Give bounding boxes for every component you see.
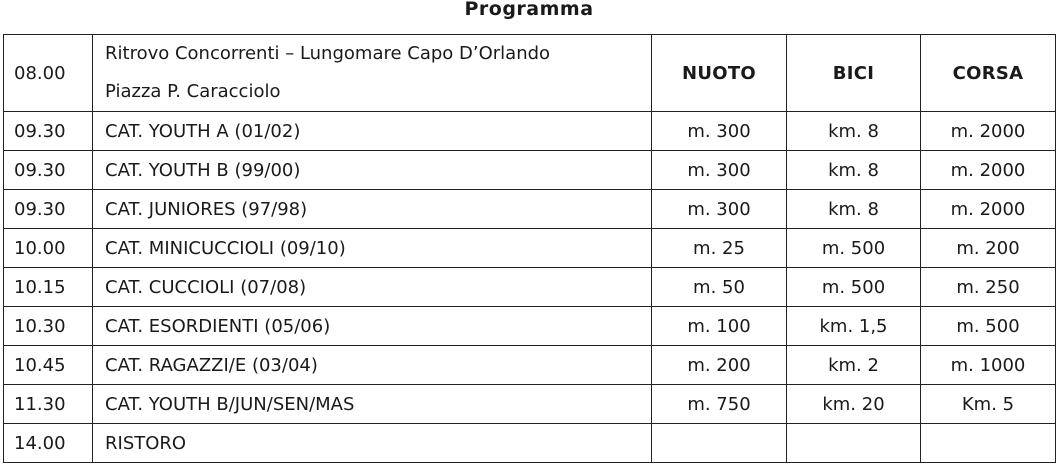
cell-category: CAT. JUNIORES (97/98) bbox=[93, 190, 652, 229]
cell-bici: km. 8 bbox=[787, 151, 921, 190]
cell-category: CAT. YOUTH A (01/02) bbox=[93, 112, 652, 151]
header-description-line2: Piazza P. Caracciolo bbox=[105, 81, 281, 102]
column-header-nuoto: NUOTO bbox=[652, 35, 787, 112]
cell-category: CAT. ESORDIENTI (05/06) bbox=[93, 307, 652, 346]
cell-nuoto: m. 300 bbox=[652, 112, 787, 151]
cell-nuoto: m. 750 bbox=[652, 385, 787, 424]
table-row bbox=[4, 307, 1056, 346]
cell-time: 09.30 bbox=[4, 190, 93, 229]
page-title: Programma bbox=[464, 0, 594, 20]
cell-bici: m. 500 bbox=[787, 268, 921, 307]
cell-corsa: m. 250 bbox=[921, 268, 1056, 307]
cell-nuoto: m. 300 bbox=[652, 190, 787, 229]
cell-nuoto bbox=[652, 424, 787, 463]
cell-category: CAT. CUCCIOLI (07/08) bbox=[93, 268, 652, 307]
cell-bici bbox=[787, 424, 921, 463]
table-header-row bbox=[4, 35, 1056, 112]
cell-time: 11.30 bbox=[4, 385, 93, 424]
cell-time: 10.30 bbox=[4, 307, 93, 346]
cell-category: CAT. RAGAZZI/E (03/04) bbox=[93, 346, 652, 385]
table-row bbox=[4, 385, 1056, 424]
cell-corsa: m. 1000 bbox=[921, 346, 1056, 385]
program-table-body bbox=[4, 35, 1056, 463]
cell-corsa: m. 2000 bbox=[921, 190, 1056, 229]
cell-time: 10.15 bbox=[4, 268, 93, 307]
cell-corsa: m. 500 bbox=[921, 307, 1056, 346]
cell-bici: km. 20 bbox=[787, 385, 921, 424]
header-description-line1: Ritrovo Concorrenti – Lungomare Capo D’Orlando bbox=[105, 43, 551, 64]
table-row bbox=[4, 424, 1056, 463]
cell-nuoto: m. 100 bbox=[652, 307, 787, 346]
table-row bbox=[4, 346, 1056, 385]
cell-category: CAT. YOUTH B (99/00) bbox=[93, 151, 652, 190]
cell-bici: m. 500 bbox=[787, 229, 921, 268]
table-row bbox=[4, 229, 1056, 268]
cell-nuoto: m. 200 bbox=[652, 346, 787, 385]
cell-category: RISTORO bbox=[93, 424, 652, 463]
table-row bbox=[4, 112, 1056, 151]
cell-time: 10.45 bbox=[4, 346, 93, 385]
cell-corsa: Km. 5 bbox=[921, 385, 1056, 424]
cell-corsa: m. 200 bbox=[921, 229, 1056, 268]
cell-corsa bbox=[921, 424, 1056, 463]
cell-nuoto: m. 50 bbox=[652, 268, 787, 307]
table-row bbox=[4, 151, 1056, 190]
cell-category: CAT. YOUTH B/JUN/SEN/MAS bbox=[93, 385, 652, 424]
table-row bbox=[4, 268, 1056, 307]
cell-bici: km. 8 bbox=[787, 112, 921, 151]
cell-corsa: m. 2000 bbox=[921, 151, 1056, 190]
cell-nuoto: m. 300 bbox=[652, 151, 787, 190]
cell-category: CAT. MINICUCCIOLI (09/10) bbox=[93, 229, 652, 268]
cell-corsa: m. 2000 bbox=[921, 112, 1056, 151]
cell-bici: km. 8 bbox=[787, 190, 921, 229]
cell-bici: km. 1,5 bbox=[787, 307, 921, 346]
cell-time: 14.00 bbox=[4, 424, 93, 463]
column-header-bici: BICI bbox=[787, 35, 921, 112]
cell-time: 10.00 bbox=[4, 229, 93, 268]
header-time: 08.00 bbox=[4, 35, 93, 112]
cell-time: 09.30 bbox=[4, 151, 93, 190]
cell-bici: km. 2 bbox=[787, 346, 921, 385]
cell-time: 09.30 bbox=[4, 112, 93, 151]
program-table bbox=[3, 34, 1056, 463]
column-header-corsa: CORSA bbox=[921, 35, 1056, 112]
cell-nuoto: m. 25 bbox=[652, 229, 787, 268]
table-row bbox=[4, 190, 1056, 229]
header-description bbox=[93, 35, 652, 112]
